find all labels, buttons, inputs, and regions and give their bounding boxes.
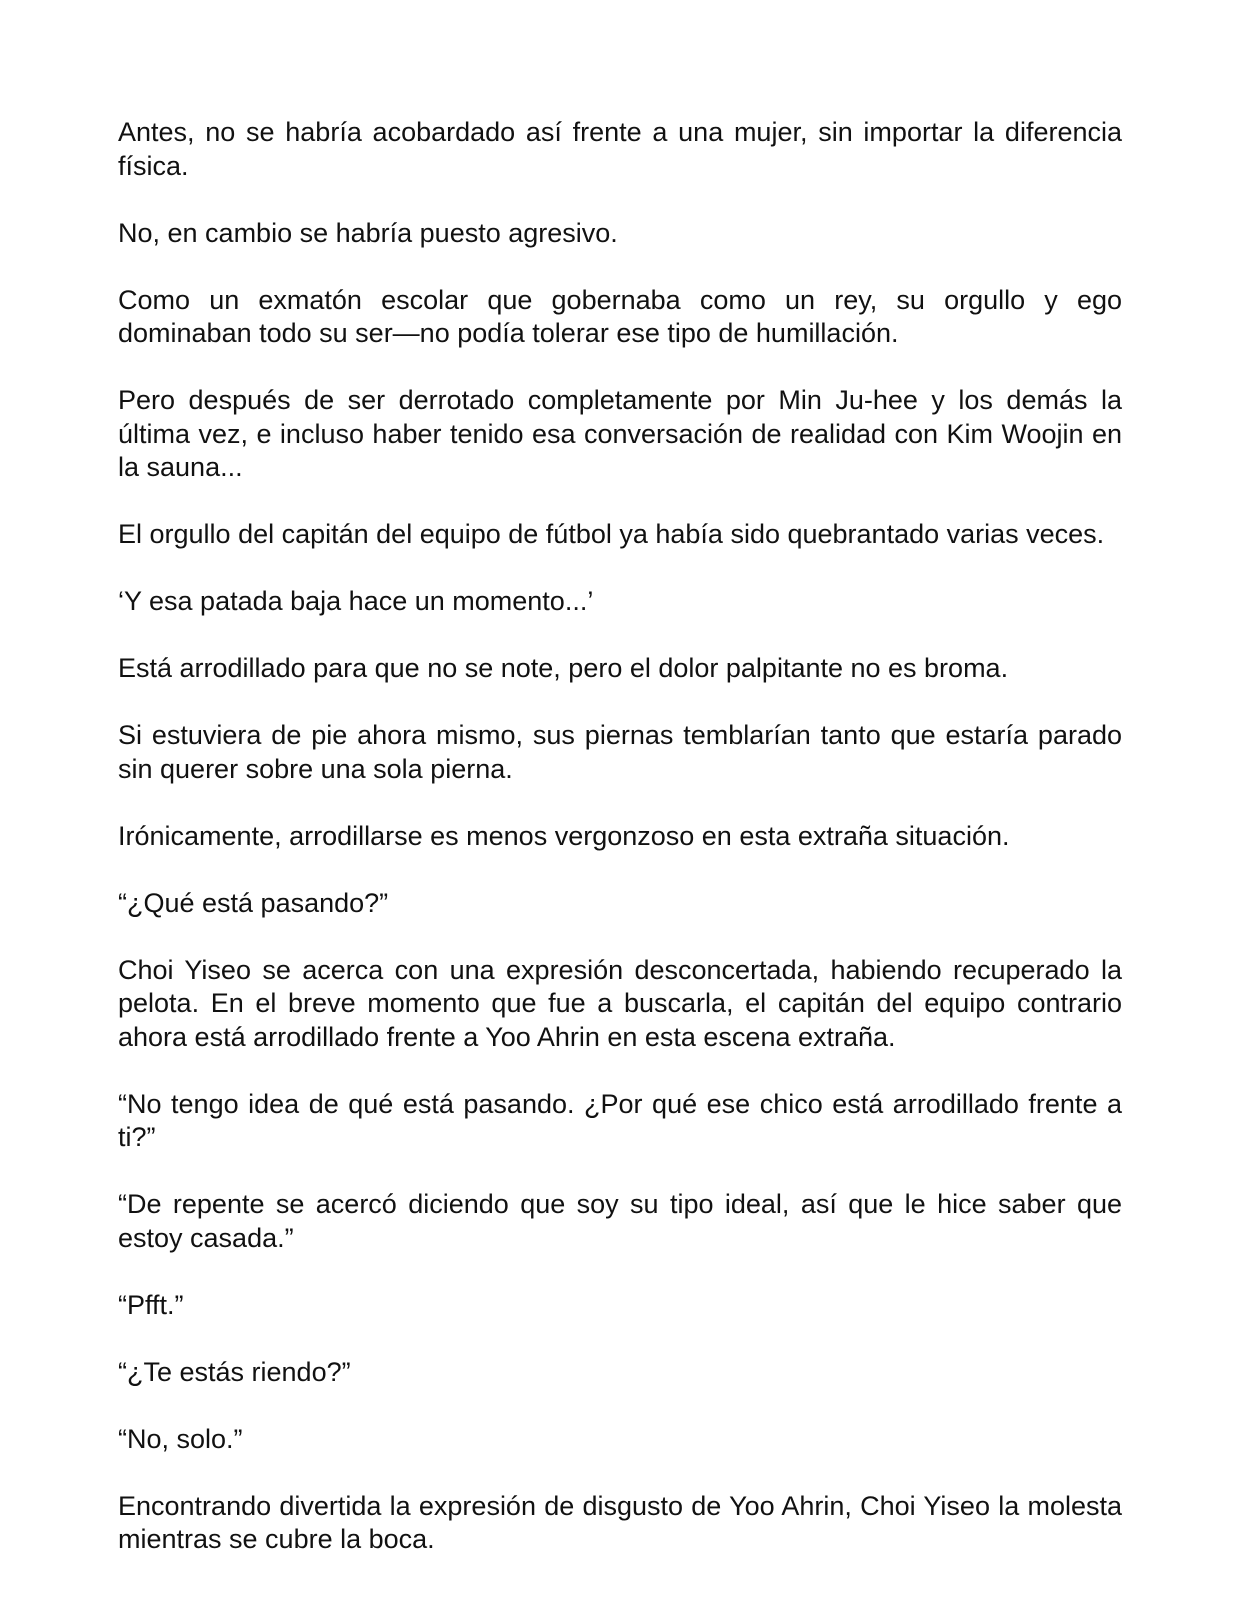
paragraph: Está arrodillado para que no se note, pero el dolor palpitante no es broma. (118, 653, 1009, 683)
paragraph: Choi Yiseo se acerca con una expresión desconcertada, habiendo recuperado la pelota. En el breve momento que fue a buscarla, el capitán del equipo contrario ahora está arrodillado frente a Yoo Ahrin en esta escena extraña. (118, 954, 1122, 1052)
dialogue-line: “No, solo.” (118, 1423, 243, 1454)
paragraph: No, en cambio se habría puesto agresivo. (118, 217, 618, 248)
paragraph: Irónicamente, arrodillarse es menos vergonzoso en esta extraña situación. (118, 820, 1010, 851)
paragraph: Si estuviera de pie ahora mismo, sus piernas temblarían tanto que estaría parado sin querer sobre una sola pierna. (118, 720, 1122, 784)
document-page (118, 116, 1122, 1557)
dialogue-line: “¿Qué está pasando?” (118, 887, 389, 918)
dialogue-line: “Pfft.” (118, 1289, 184, 1320)
dialogue-line: “De repente se acercó diciendo que soy su tipo ideal, así que le hice saber que estoy casada.” (118, 1189, 1122, 1253)
paragraph: Pero después de ser derrotado completamente por Min Ju-hee y los demás la última vez, e incluso haber tenido esa conversación de realidad con Kim Woojin en la sauna... (118, 385, 1122, 482)
dialogue-line: “¿Te estás riendo?” (118, 1356, 351, 1387)
dialogue-line: “No tengo idea de qué está pasando. ¿Por qué ese chico está arrodillado frente a ti?” (118, 1088, 1122, 1152)
paragraph: Encontrando divertida la expresión de disgusto de Yoo Ahrin, Choi Yiseo la molesta mientras se cubre la boca. (118, 1490, 1122, 1554)
paragraph: ‘Y esa patada baja hace un momento...’ (118, 586, 594, 616)
paragraph: Como un exmatón escolar que gobernaba como un rey, su orgullo y ego dominaban todo su ser—no podía tolerar ese tipo de humillación. (118, 284, 1122, 348)
paragraph: Antes, no se habría acobardado así frente a una mujer, sin importar la diferencia física. (118, 117, 1122, 181)
paragraph: El orgullo del capitán del equipo de fútbol ya había sido quebrantado varias veces. (118, 519, 1105, 549)
